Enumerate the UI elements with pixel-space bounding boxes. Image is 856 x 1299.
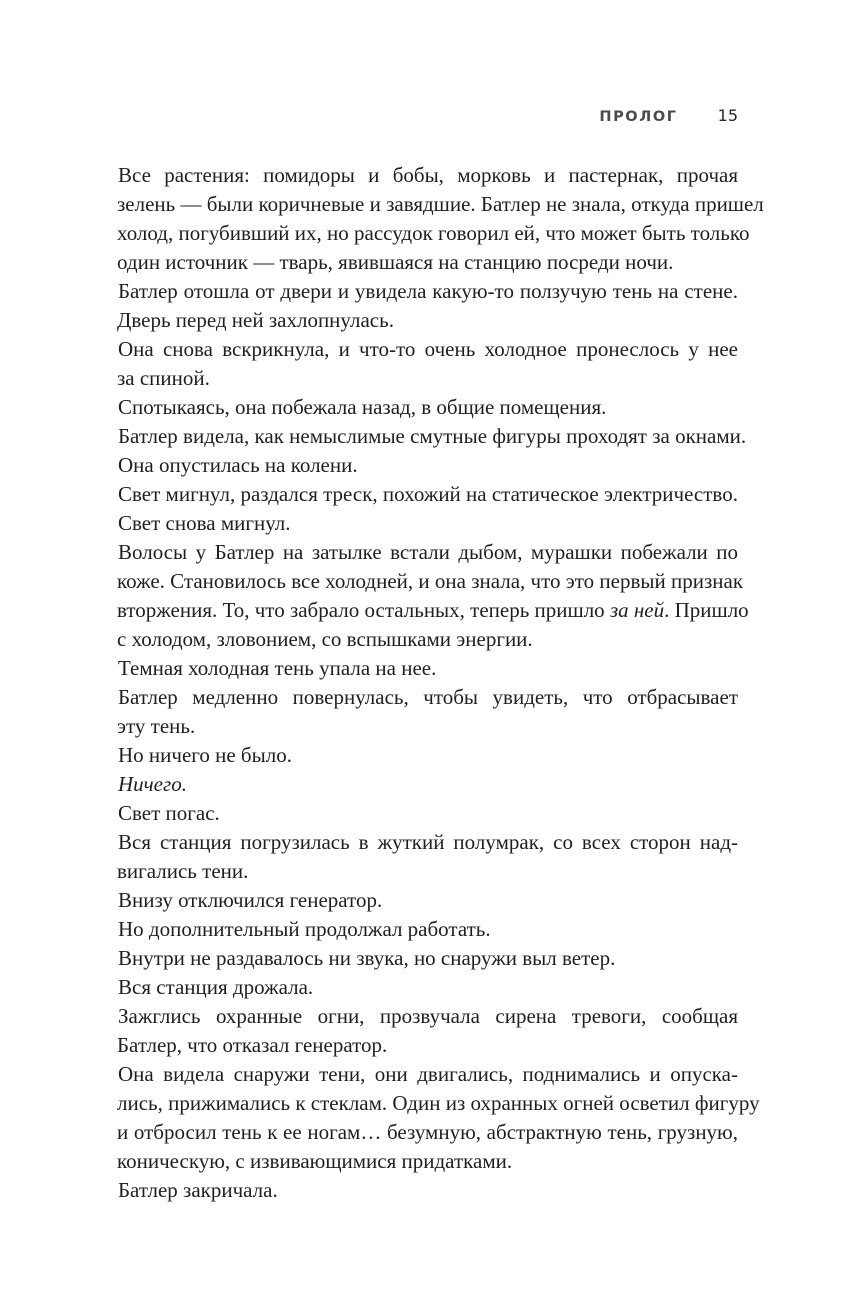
paragraph <box>118 683 738 741</box>
text-line: коническую, с извивающимися придатками. <box>117 1149 513 1173</box>
text-line: Внизу отключился генератор. <box>118 888 383 912</box>
text-line: Но ничего не было. <box>118 743 292 767</box>
text-line: Волосы у Батлер на затылке встали дыбом, мурашки побежали по <box>118 540 738 564</box>
paragraph <box>118 277 738 335</box>
emphasis-text: Ничего. <box>118 772 187 796</box>
paragraph <box>118 915 738 944</box>
text-line: Но дополнительный продолжал работать. <box>118 917 491 941</box>
chapter-title: ПРОЛОГ <box>599 109 678 125</box>
paragraph <box>118 393 738 422</box>
text-line: Вся станция дрожала. <box>118 975 314 999</box>
text-line: Свет мигнул, раздался треск, похожий на статическое электричество. <box>118 482 738 506</box>
text-line: зелень — были коричневые и завядшие. Батлер не знала, откуда пришел <box>117 192 764 216</box>
paragraph <box>118 799 738 828</box>
text-line: Свет снова мигнул. <box>118 511 291 535</box>
text-line: холод, погубивший их, но рассудок говорил ей, что может быть только <box>117 221 750 245</box>
text-line: Она видела снаружи тени, они двигались, поднимались и опуска- <box>118 1062 738 1086</box>
text-line: Батлер отошла от двери и увидела какую-то ползучую тень на стене. <box>118 279 738 303</box>
paragraph <box>117 538 749 654</box>
text-line: Спотыкаясь, она побежала назад, в общие помещения. <box>118 395 607 419</box>
text-line: . Пришло <box>664 598 749 622</box>
page-number: 15 <box>717 106 738 125</box>
text-line: и отбросил тень к ее ногам… безумную, абстрактную тень, грузную, <box>117 1120 738 1144</box>
paragraph <box>118 480 738 509</box>
text-line: Внутри не раздавалось ни звука, но снаружи выл ветер. <box>118 946 616 970</box>
text-line: Она снова вскрикнула, и что-то очень холодное пронеслось у нее <box>118 337 738 361</box>
text-line: эту тень. <box>117 714 196 738</box>
text-line: Батлер видела, как немыслимые смутные фигуры проходят за окнами. <box>118 424 747 448</box>
text-line: лись, прижимались к стеклам. Один из охранных огней осветил фигуру <box>117 1091 760 1115</box>
text-line: Зажглись охранные огни, прозвучала сирена тревоги, сообщая <box>118 1004 738 1028</box>
paragraph <box>118 770 738 799</box>
text-line: Батлер медленно повернулась, чтобы увидеть, что отбрасывает <box>118 685 738 709</box>
text-line: вторжения. То, что забрало остальных, теперь пришло <box>117 598 610 622</box>
text-line: с холодом, зловонием, со вспышками энергии. <box>117 627 533 651</box>
paragraph <box>118 422 747 451</box>
text-line: коже. Становилось все холодней, и она знала, что это первый признак <box>117 569 744 593</box>
paragraph <box>118 335 738 393</box>
text-line: вигались тени. <box>117 859 249 883</box>
paragraph <box>118 973 738 1002</box>
emphasis-text: за ней <box>609 598 665 622</box>
text-line: Темная холодная тень упала на нее. <box>118 656 437 680</box>
text-line: один источник — тварь, явившаяся на станцию посреди ночи. <box>117 250 674 274</box>
paragraph <box>118 451 738 480</box>
paragraph <box>118 886 738 915</box>
paragraph <box>117 1060 760 1176</box>
text-line: Свет погас. <box>118 801 220 825</box>
paragraph <box>117 161 764 277</box>
paragraph <box>118 1176 738 1205</box>
text-line: за спиной. <box>117 366 210 390</box>
paragraph <box>118 1002 738 1060</box>
running-header <box>599 106 738 128</box>
paragraph <box>118 741 738 770</box>
paragraph <box>118 828 738 886</box>
text-line: Вся станция погрузилась в жуткий полумрак, со всех сторон над- <box>118 830 738 854</box>
paragraph <box>118 654 738 683</box>
text-line: Все растения: помидоры и бобы, морковь и пастернак, прочая <box>118 163 738 187</box>
text-line: Батлер, что отказал генератор. <box>117 1033 388 1057</box>
body-text <box>117 161 764 1205</box>
paragraph <box>118 509 738 538</box>
paragraph <box>118 944 738 973</box>
text-line: Она опустилась на колени. <box>118 453 358 477</box>
text-line: Батлер закричала. <box>118 1178 278 1202</box>
text-line: Дверь перед ней захлопнулась. <box>117 308 394 332</box>
